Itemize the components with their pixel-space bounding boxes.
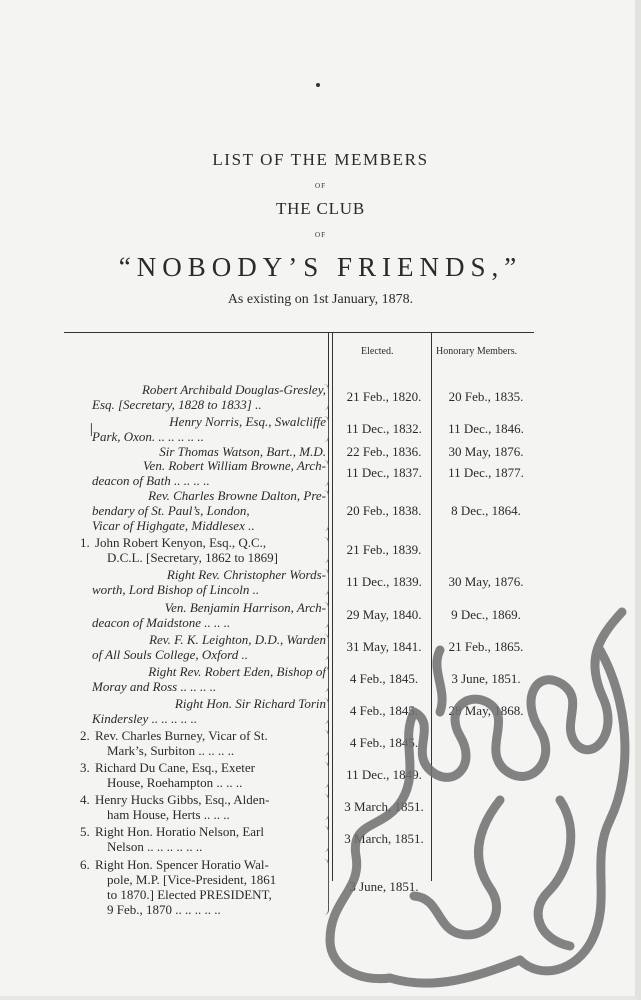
member-name-line: of All Souls College, Oxford .. bbox=[92, 647, 248, 662]
member-name-line: Right Rev. Christopher Words- bbox=[166, 567, 326, 582]
entry-brace bbox=[324, 634, 329, 660]
member-name-line: Rev. Charles Browne Dalton, Pre- bbox=[148, 488, 326, 503]
entry-brace bbox=[324, 794, 329, 820]
elected-date: 11 Dec., 1832. bbox=[346, 421, 422, 436]
member-name-line: 9 Feb., 1870 .. .. .. .. .. bbox=[107, 902, 221, 917]
elected-date: 20 Feb., 1838. bbox=[346, 502, 422, 518]
member-name-line: Ven. Benjamin Harrison, Arch- bbox=[164, 600, 326, 615]
member-name-line: John Robert Kenyon, Esq., Q.C., bbox=[95, 535, 267, 550]
member-name-line: deacon of Bath .. .. .. .. bbox=[92, 473, 210, 488]
member-name-line: Park, Oxon. .. .. .. .. .. bbox=[92, 429, 204, 444]
entry-brace bbox=[324, 762, 329, 788]
title-line-1: LIST OF THE MEMBERS bbox=[212, 150, 429, 169]
member-name bbox=[95, 728, 325, 758]
member-name-line: Right Rev. Robert Eden, Bishop of bbox=[148, 664, 326, 679]
member-name-line: ham House, Herts .. .. .. bbox=[107, 807, 230, 822]
member-number: 5. bbox=[80, 824, 90, 839]
entry-brace bbox=[324, 698, 329, 724]
honorary-date: 30 May, 1876. bbox=[448, 574, 524, 589]
elected-date: 4 Feb., 1845. bbox=[349, 703, 419, 718]
elected-date: 31 May, 1841. bbox=[346, 639, 422, 654]
member-number: 2. bbox=[80, 728, 90, 743]
honorary-date: 11 Dec., 1877. bbox=[448, 465, 524, 480]
honorary-date: 8 Dec., 1864. bbox=[451, 502, 521, 518]
entry-brace bbox=[324, 666, 329, 692]
member-name-line: worth, Lord Bishop of Lincoln .. bbox=[92, 582, 260, 597]
elected-column-header: Elected. bbox=[361, 346, 394, 357]
honorary-column-header: Honorary Members. bbox=[436, 346, 518, 357]
honorary-date: 21 Feb., 1865. bbox=[448, 639, 524, 654]
title-of-1: OF bbox=[315, 182, 326, 190]
elected-date: 3 March, 1851. bbox=[344, 831, 424, 846]
member-number: 6. bbox=[80, 857, 90, 872]
entry-brace bbox=[324, 569, 329, 595]
member-name-line: Sir Thomas Watson, Bart., M.D. bbox=[159, 444, 326, 459]
member-name-line: Moray and Ross .. .. .. .. bbox=[92, 679, 217, 694]
title-of-2: OF bbox=[315, 231, 326, 239]
member-number: 1. bbox=[80, 535, 90, 550]
margin-mark: ❘ bbox=[86, 421, 97, 436]
honorary-date: 3 June, 1851. bbox=[451, 671, 521, 686]
elected-date: 11 Dec., 1839. bbox=[346, 574, 422, 589]
member-name bbox=[70, 567, 326, 597]
elected-date: 4 Feb., 1845. bbox=[349, 671, 419, 686]
honorary-date: 28 May, 1868. bbox=[448, 703, 524, 718]
member-name bbox=[70, 600, 326, 630]
member-name bbox=[70, 444, 326, 459]
club-name: “NOBODY’S FRIENDS,” bbox=[118, 252, 523, 282]
member-name bbox=[95, 857, 325, 917]
entry-brace bbox=[324, 826, 329, 852]
member-name bbox=[95, 824, 325, 854]
honorary-date: 30 May, 1876. bbox=[448, 443, 524, 459]
member-name-line: Right Hon. Spencer Horatio Wal- bbox=[95, 857, 269, 872]
member-name-line: Vicar of Highgate, Middlesex .. bbox=[92, 518, 255, 533]
member-name-line: deacon of Maidstone .. .. .. bbox=[92, 615, 231, 630]
elected-date: 21 Feb., 1820. bbox=[346, 389, 422, 404]
member-name-line: pole, M.P. [Vice-President, 1861 bbox=[107, 872, 277, 887]
member-name-line: to 1870.] Elected PRESIDENT, bbox=[107, 887, 272, 902]
member-name-line: Ven. Robert William Browne, Arch- bbox=[143, 458, 326, 473]
entry-brace bbox=[324, 859, 329, 915]
table-top-rule bbox=[64, 332, 534, 333]
member-name-line: Richard Du Cane, Esq., Exeter bbox=[95, 760, 255, 775]
member-number: 3. bbox=[80, 760, 90, 775]
honorary-date: 11 Dec., 1846. bbox=[448, 421, 524, 436]
member-name bbox=[70, 696, 326, 726]
member-name-line: Right Hon. Horatio Nelson, Earl bbox=[95, 824, 264, 839]
elected-date: 11 Dec., 1837. bbox=[346, 465, 422, 480]
member-name-line: Henry Hucks Gibbs, Esq., Alden- bbox=[95, 792, 270, 807]
member-name bbox=[95, 760, 325, 790]
member-name-line: Robert Archibald Douglas-Gresley, bbox=[141, 382, 326, 397]
member-name-line: D.C.L. [Secretary, 1862 to 1869] bbox=[107, 550, 279, 565]
honorary-date: 20 Feb., 1835. bbox=[448, 389, 524, 404]
member-name bbox=[70, 664, 326, 694]
member-name bbox=[70, 632, 326, 662]
entry-brace bbox=[324, 602, 329, 628]
member-name bbox=[70, 382, 326, 412]
elected-date: 22 Feb., 1836. bbox=[346, 443, 422, 459]
member-name-line: bendary of St. Paul’s, London, bbox=[92, 503, 250, 518]
member-number: 4. bbox=[80, 792, 90, 807]
entry-brace bbox=[324, 730, 329, 756]
member-name-line: Nelson .. .. .. .. .. .. bbox=[107, 839, 203, 854]
elected-date: 3 June, 1851. bbox=[349, 879, 419, 894]
subtitle: As existing on 1st January, 1878. bbox=[227, 292, 414, 307]
entry-brace bbox=[324, 416, 329, 442]
elected-date: 4 Feb., 1845. bbox=[349, 735, 419, 750]
column-rule-left-b bbox=[332, 333, 333, 881]
member-name bbox=[70, 488, 326, 533]
top-dot bbox=[316, 83, 320, 87]
member-name-line: Kindersley .. .. .. .. .. bbox=[92, 711, 198, 726]
title-line-2: THE CLUB bbox=[275, 199, 366, 218]
honorary-date: 9 Dec., 1869. bbox=[451, 607, 521, 622]
member-name-line: Esq. [Secretary, 1828 to 1833] .. bbox=[92, 397, 262, 412]
elected-date: 3 March, 1851. bbox=[344, 799, 424, 814]
member-name bbox=[95, 792, 325, 822]
entry-brace bbox=[324, 460, 329, 486]
member-name-line: House, Roehampton .. .. .. bbox=[107, 775, 243, 790]
member-name-line: Right Hon. Sir Richard Torin bbox=[174, 696, 326, 711]
elected-date: 29 May, 1840. bbox=[346, 607, 422, 622]
member-name-line: Rev. F. K. Leighton, D.D., Warden bbox=[149, 632, 326, 647]
member-name-line: Henry Norris, Esq., Swalcliffe bbox=[169, 414, 326, 429]
member-name bbox=[95, 535, 325, 565]
member-name-line: Mark’s, Surbiton .. .. .. .. bbox=[107, 743, 235, 758]
entry-brace bbox=[324, 490, 329, 531]
member-name bbox=[70, 414, 326, 444]
elected-date: 11 Dec., 1849. bbox=[346, 767, 422, 782]
member-name-line: Rev. Charles Burney, Vicar of St. bbox=[95, 728, 268, 743]
entry-brace bbox=[324, 384, 329, 410]
elected-date: 21 Feb., 1839. bbox=[346, 542, 422, 557]
entry-brace bbox=[324, 537, 329, 563]
member-name bbox=[70, 458, 326, 488]
